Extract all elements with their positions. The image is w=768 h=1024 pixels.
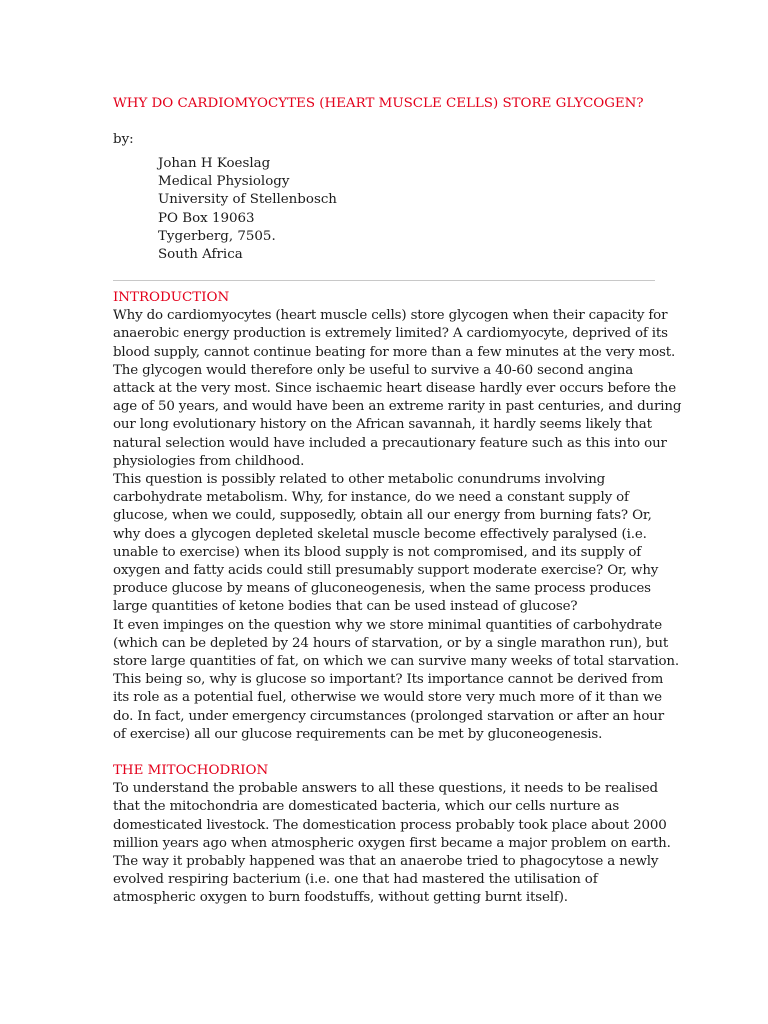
body-line: glucose, when we could, supposedly, obtain all our energy from burning fats? Or,: [113, 508, 652, 524]
introduction-body: [113, 307, 682, 744]
body-line: (which can be depleted by 24 hours of starvation, or by a single marathon run), but: [113, 635, 669, 651]
city: Tygerberg, 7505.: [158, 228, 276, 244]
body-line: large quantities of ketone bodies that can be used instead of glucose?: [113, 599, 578, 615]
mitochondrion-section: [113, 762, 671, 908]
body-line: that the mitochondria are domesticated bacteria, which our cells nurture as: [113, 799, 620, 815]
country: South Africa: [158, 246, 243, 262]
body-line: why does a glycogen depleted skeletal muscle become effectively paralysed (i.e.: [113, 526, 647, 542]
author-address: [158, 155, 337, 264]
body-line: carbohydrate metabolism. Why, for instance, do we need a constant supply of: [113, 490, 629, 506]
body-line: The glycogen would therefore only be useful to survive a 40-60 second angina: [113, 362, 634, 378]
body-line: of exercise) all our glucose requirements can be met by gluconeogenesis.: [113, 726, 603, 742]
byline-label: by:: [113, 132, 134, 147]
body-line: oxygen and fatty acids could still presumably support moderate exercise? Or, why: [113, 563, 659, 579]
introduction-heading: INTRODUCTION: [113, 290, 230, 305]
po-box: PO Box 19063: [158, 210, 255, 226]
body-line: blood supply, cannot continue beating for more than a few minutes at the very most.: [113, 344, 676, 360]
body-line: million years ago when atmospheric oxygen first became a major problem on earth.: [113, 835, 671, 851]
mitochondrion-heading: THE MITOCHODRION: [113, 763, 269, 778]
body-line: age of 50 years, and would have been an extreme rarity in past centuries, and during: [113, 399, 682, 415]
body-line: physiologies from childhood.: [113, 453, 305, 469]
body-line: domesticated livestock. The domestication process probably took place about 2000: [113, 817, 667, 833]
body-line: do. In fact, under emergency circumstances (prolonged starvation or after an hour: [113, 708, 665, 724]
body-line: natural selection would have included a precautionary feature such as this into our: [113, 435, 667, 451]
body-line: atmospheric oxygen to burn foodstuffs, without getting burnt itself).: [113, 890, 568, 906]
body-line: produce glucose by means of gluconeogenesis, when the same process produces: [113, 581, 651, 597]
body-line: It even impinges on the question why we store minimal quantities of carbohydrate: [113, 617, 663, 633]
body-line: its role as a potential fuel, otherwise we would store very much more of it than we: [113, 690, 662, 706]
body-line: This question is possibly related to other metabolic conundrums involving: [113, 472, 606, 488]
body-line: attack at the very most. Since ischaemic heart disease hardly ever occurs before the: [113, 381, 676, 397]
body-line: evolved respiring bacterium (i.e. one that had mastered the utilisation of: [113, 872, 598, 888]
department: Medical Physiology: [158, 174, 290, 190]
body-line: Why do cardiomyocytes (heart muscle cells) store glycogen when their capacity for: [113, 308, 668, 324]
body-line: This being so, why is glucose so important? Its importance cannot be derived from: [113, 672, 664, 688]
body-line: store large quantities of fat, on which we can survive many weeks of total starvation.: [113, 654, 679, 670]
mitochondrion-body: [113, 780, 671, 907]
body-line: The way it probably happened was that an anaerobe tried to phagocytose a newly: [113, 854, 659, 870]
document-title: WHY DO CARDIOMYOCYTES (HEART MUSCLE CELLS) STORE GLYCOGEN?: [113, 96, 644, 111]
body-line: our long evolutionary history on the African savannah, it hardly seems likely that: [113, 417, 652, 433]
author-name: Johan H Koeslag: [158, 156, 271, 171]
introduction-section: [113, 289, 682, 744]
body-line: unable to exercise) when its blood supply is not compromised, and its supply of: [113, 544, 642, 560]
body-line: To understand the probable answers to all these questions, it needs to be realised: [113, 781, 658, 797]
body-line: anaerobic energy production is extremely limited? A cardiomyocyte, deprived of its: [113, 326, 668, 342]
horizontal-divider: [113, 280, 655, 281]
university: University of Stellenbosch: [158, 192, 337, 208]
